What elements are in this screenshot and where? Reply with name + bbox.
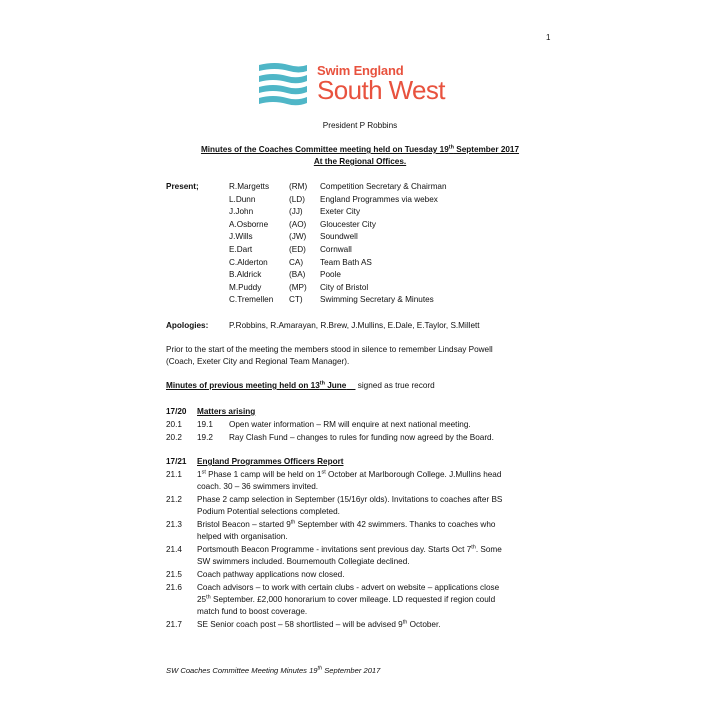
present-initials: (JW) [289,232,307,242]
item-number: 21.4 [166,545,182,554]
item-text: Bristol Beacon – started 9th September with 42 swimmers. Thanks to coaches who [197,519,496,529]
section-title: England Programmes Officers Report [197,457,344,466]
present-name: E.Dart [229,245,253,254]
president-line: President P Robbins [322,121,398,130]
present-name: C.Alderton [229,257,268,267]
item-text: Open water information – RM will enquire at next national meeting. [229,420,471,429]
section-title: Matters arising [197,407,256,416]
present-role: City of Bristol [320,282,369,292]
item-text: Coach advisors – to work with certain clubs - advert on website – applications close [197,583,500,592]
present-initials: (BA) [289,270,306,280]
present-initials: (LD) [289,194,305,204]
present-initials: (AO) [289,219,307,229]
section-number: 17/20 [166,407,187,416]
wave-logo-icon [255,59,313,109]
present-role: Competition Secretary & Chairman [320,182,447,191]
previous-minutes: Minutes of previous meeting held on 13th June signed as true record [166,380,435,390]
present-role: Gloucester City [320,219,376,229]
page-number: 1 [546,33,551,42]
present-label: Present; [166,182,199,191]
present-name: C.Tremellen [229,295,274,305]
present-initials: (RM) [289,182,308,191]
item-text: Coach pathway applications now closed. [197,570,345,579]
item-text-continued: SW swimmers included. Bournemouth Collegiate declined. [197,557,410,566]
item-text-continued: helped with organisation. [197,532,288,541]
document-subtitle: At the Regional Offices. [313,157,407,166]
present-name: A.Osborne [229,219,269,229]
present-initials: (JJ) [289,207,303,217]
present-initials: (ED) [289,245,306,254]
present-name: L.Dunn [229,194,256,204]
silence-text-line1: Prior to the start of the meeting the members stood in silence to remember Lindsay Powell [166,345,493,354]
item-text: Phase 2 camp selection in September (15/16yr olds). Invitations to coaches after BS [197,495,503,504]
item-text: SE Senior coach post – 58 shortlisted – will be advised 9th October. [197,619,441,629]
item-text-continued: Podium Potential selections completed. [197,507,340,516]
item-number: 21.1 [166,470,182,479]
present-name: J.Wills [229,232,253,242]
present-role: Swimming Secretary & Minutes [320,295,434,305]
item-text: Ray Clash Fund – changes to rules for funding now agreed by the Board. [229,433,494,442]
apologies-text: P.Robbins, R.Amarayan, R.Brew, J.Mullins, E.Dale, E.Taylor, S.Millett [229,321,480,330]
item-number: 20.1 [166,420,182,429]
present-role: Cornwall [320,245,352,254]
page-footer: SW Coaches Committee Meeting Minutes 19th September 2017 [166,665,381,675]
item-number: 20.2 [166,433,182,442]
apologies-label: Apologies: [166,321,209,330]
swim-england-logo [255,59,470,109]
present-role: Team Bath AS [320,257,372,267]
item-subnumber: 19.1 [197,420,213,429]
present-name: J.John [229,207,254,217]
present-name: M.Puddy [229,282,262,292]
silence-text-line2: (Coach, Exeter City and Regional Team Manager). [166,357,350,366]
present-initials: CA) [289,257,304,267]
logo-text-swim-england: Swim England [317,63,404,78]
item-number: 21.7 [166,620,182,629]
item-number: 21.3 [166,520,182,529]
item-text-continued: match fund to boost coverage. [197,607,308,616]
item-number: 21.5 [166,570,182,579]
present-role: Poole [320,270,341,280]
present-name: B.Aldrick [229,270,262,280]
item-subnumber: 19.2 [197,433,213,442]
present-name: R.Margetts [229,182,270,191]
present-initials: (MP) [289,282,307,292]
logo-text-south-west: South West [317,75,445,105]
item-text: 1st Phase 1 camp will be held on 1st October at Marlborough College. J.Mullins head [197,469,502,479]
present-role: Soundwell [320,232,358,242]
item-text: Portsmouth Beacon Programme - invitations sent previous day. Starts Oct 7th. Some [197,544,502,554]
present-role: England Programmes via webex [320,194,438,204]
present-initials: CT) [289,295,303,305]
item-text-continued: 25th September. £2,000 honorarium to cover mileage. LD requested if region could [197,594,496,604]
section-number: 17/21 [166,457,187,466]
item-number: 21.2 [166,495,182,504]
item-text-continued: coach. 30 – 36 swimmers invited. [197,482,319,491]
present-role: Exeter City [320,207,361,217]
item-number: 21.6 [166,583,182,592]
document-title: Minutes of the Coaches Committee meeting held on Tuesday 19th September 2017 [200,144,520,154]
